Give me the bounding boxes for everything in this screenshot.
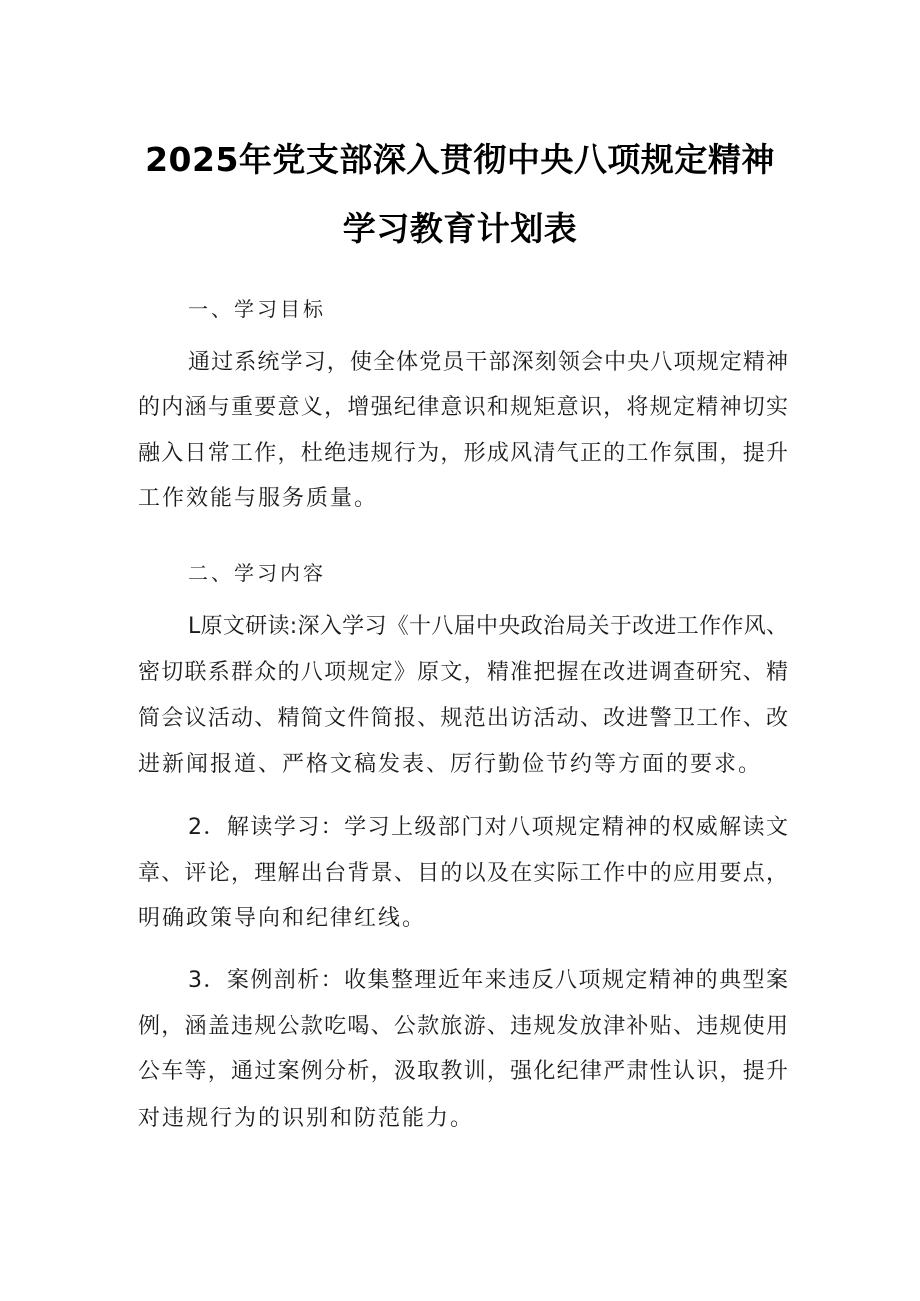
- paragraph-line: 公车等，通过案例分析，汲取教训，强化纪律严肃性认识，提升: [138, 1059, 788, 1084]
- paragraph-line: 简会议活动、精简文件简报、规范出访活动、改进警卫工作、改: [138, 706, 788, 731]
- paragraph-line: 密切联系群众的八项规定》原文，精准把握在改进调查研究、精: [138, 660, 788, 685]
- section-heading-goals: 一、学习目标: [188, 297, 326, 321]
- paragraph-line: 进新闻报道、严格文稿发表、厉行勤俭节约等方面的要求。: [138, 752, 763, 777]
- paragraph-line: 融入日常工作，杜绝违规行为，形成风清气正的工作氛围，提升: [138, 441, 788, 466]
- paragraph-line: 工作效能与服务质量。: [138, 486, 379, 511]
- paragraph-line: L原文研读:深入学习《十八届中央政治局关于改进工作作风、: [188, 614, 788, 639]
- document-title-line-1: 2025年党支部深入贯彻中央八项规定精神: [145, 140, 775, 179]
- paragraph-line: 通过系统学习，使全体党员干部深刻领会中央八项规定精神: [188, 350, 788, 375]
- document-title-line-2: 学习教育计划表: [342, 209, 578, 248]
- paragraph-line: 的内涵与重要意义，增强纪律意识和规矩意识，将规定精神切实: [138, 395, 788, 420]
- paragraph-line: 3．案例剖析：收集整理近年来违反八项规定精神的典型案: [188, 968, 788, 993]
- paragraph-line: 2．解读学习：学习上级部门对八项规定精神的权威解读文: [188, 815, 788, 840]
- paragraph-line: 章、评论，理解出台背景、目的以及在实际工作中的应用要点，: [138, 861, 788, 886]
- section-heading-content: 二、学习内容: [188, 561, 326, 585]
- paragraph-line: 明确政策导向和纪律红线。: [138, 906, 427, 931]
- paragraph-line: 例，涵盖违规公款吃喝、公款旅游、违规发放津补贴、违规使用: [138, 1014, 788, 1039]
- paragraph-line: 对违规行为的识别和防范能力。: [138, 1106, 475, 1131]
